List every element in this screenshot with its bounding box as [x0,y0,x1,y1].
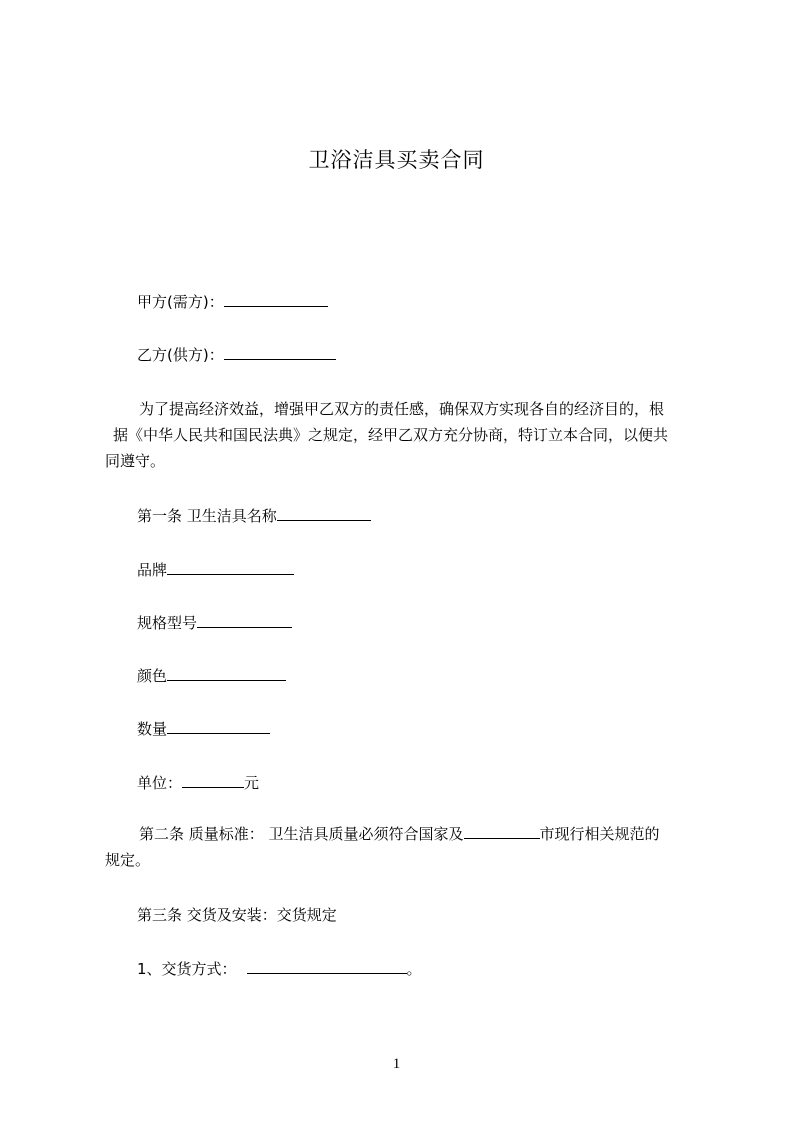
party-a-blank[interactable] [224,291,328,307]
party-a-line [137,291,328,312]
unit-label: 单位： [137,774,183,792]
article-2-paragraph [105,821,703,873]
city-blank[interactable] [464,823,540,839]
article-3-label: 第三条 交货及安装：交货规定 [137,906,337,924]
color-blank[interactable] [167,665,286,681]
preamble-line-3: 同遵守。 [105,452,166,470]
model-label: 规格型号 [137,614,198,632]
article-1-label: 第一条 卫生洁具名称 [137,507,277,525]
delivery-method-label: 1、交货方式： [137,960,237,978]
document-title: 卫浴洁具买卖合同 [308,148,485,172]
party-a-label: 甲方(需方)： [137,293,224,311]
page-number: 1 [392,1056,401,1072]
article-1-line [137,505,371,526]
article-2-line-1 [105,821,703,847]
model-blank[interactable] [197,612,292,628]
delivery-method-blank[interactable] [247,958,407,974]
preamble-paragraph [105,396,703,474]
article-2-prefix: 第二条 质量标准： 卫生洁具质量必须符合国家及 [139,825,464,843]
quantity-label: 数量 [137,720,168,738]
article-2-line-2: 规定。 [105,851,151,869]
color-line [137,665,286,686]
brand-line [137,559,294,580]
quantity-blank[interactable] [167,718,270,734]
article-2-suffix: 市现行相关规范的 [539,825,660,843]
article-3-line [137,905,337,925]
unit-blank[interactable] [182,772,244,788]
party-b-line [137,344,336,365]
brand-label: 品牌 [137,561,168,579]
quantity-line [137,718,270,739]
preamble-line-1: 为了提高经济效益，增强甲乙双方的责任感，确保双方实现各自的经济目的，根 [139,400,665,418]
unit-line [137,772,259,793]
brand-blank[interactable] [167,559,294,575]
unit-suffix: 元 [244,774,260,792]
product-name-blank[interactable] [277,505,371,521]
party-b-label: 乙方(供方)： [137,346,224,364]
party-b-blank[interactable] [224,344,336,360]
model-line [137,612,292,633]
color-label: 颜色 [137,667,168,685]
delivery-method-suffix: 。 [406,960,422,978]
delivery-method-line [137,958,422,979]
preamble-line-2: 据《中华人民共和国民法典》之规定，经甲乙双方充分协商，特订立本合同，以便共 [113,426,669,444]
